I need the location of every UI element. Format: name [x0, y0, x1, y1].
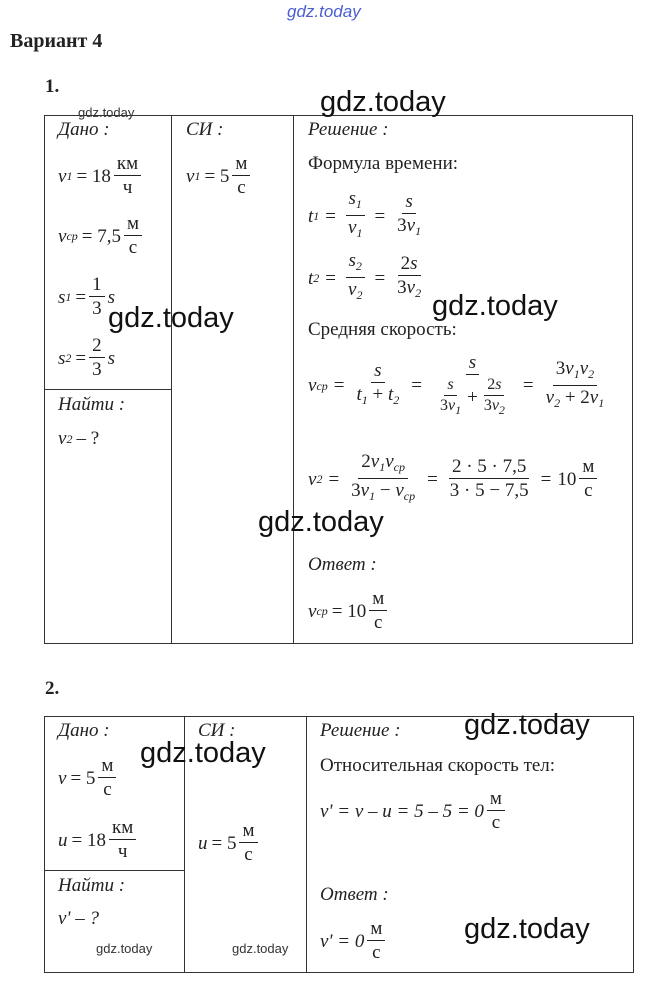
problem2-si-header: СИ : [198, 720, 236, 741]
find-v2-lhs: v [58, 428, 67, 449]
si-v1-eq: = 5 [204, 165, 230, 187]
formula-time-label: Формула времени: [308, 153, 459, 174]
problem2-find-header: Найти : [58, 875, 126, 896]
answer-vcp-eq: = 10 [331, 600, 367, 622]
watermark-large: gdz.today [258, 506, 384, 538]
si-v1-unit-den: с [237, 177, 246, 198]
problem1-solution-header: Решение : [308, 119, 389, 140]
given-v1 [58, 153, 144, 200]
si2-u-lhs: u [198, 832, 208, 854]
answer2-lhs: v' = 0 [320, 930, 365, 952]
watermark-small: gdz.today [78, 105, 135, 120]
table1-divider-1 [171, 115, 172, 643]
answer2-v [320, 918, 388, 965]
watermark-large: gdz.today [320, 86, 446, 118]
given-s1-lhs: s [58, 286, 66, 308]
watermark-large: gdz.today [464, 709, 590, 741]
watermark-large: gdz.today [432, 290, 558, 322]
find-v2-rest: – ? [76, 428, 100, 449]
si2-u-unit-num: м [239, 820, 257, 843]
problem2-solution-header: Решение : [320, 720, 401, 741]
given2-v-unit-num: м [98, 755, 116, 778]
given-s2-sub: 2 [65, 351, 72, 365]
given2-u-unit-den: ч [117, 841, 128, 862]
watermark-small: gdz.today [232, 941, 289, 956]
answer2-unit-num: м [367, 918, 385, 941]
problem2-number: 2. [45, 678, 60, 699]
si2-u-unit-den: с [244, 844, 253, 865]
relative-label: Относительная скорость тел: [320, 755, 556, 776]
given-v1-lhs: v [58, 165, 67, 187]
si2-u [198, 820, 261, 867]
answer-vcp [308, 588, 390, 635]
table2-given-find-divider [44, 870, 185, 871]
given-s2-tail: s [107, 347, 116, 369]
given-vcp-unit-den: с [128, 237, 138, 258]
si-v1-sub: 1 [194, 169, 201, 183]
problem2-answer-header: Ответ : [320, 884, 389, 905]
given-s2-frac-num: 2 [89, 335, 105, 358]
given-v1-unit-den: ч [122, 177, 133, 198]
given-s2-lhs: s [58, 347, 66, 369]
given2-u [58, 817, 139, 864]
problem2-given-header: Дано : [58, 720, 110, 741]
find-v2-sub: 2 [66, 431, 73, 446]
formula-vcp: v ср = $\frac{s}{t_1 + t_2}$ = s s $3v_1$ + 2s $3v_2$ = $\frac{3v_1v_2}{v_2 + 2v_1}$ [308, 352, 605, 417]
problem1-answer-header: Ответ : [308, 554, 377, 575]
given-v1-sub: 1 [66, 169, 73, 183]
formula-relative-expr: v' = v – u = 5 – 5 = 0 [320, 800, 484, 822]
given2-u-unit-num: км [109, 817, 136, 840]
formula-relative-unit-den: с [491, 812, 501, 833]
given-s2-frac-den: 3 [92, 359, 102, 380]
si2-u-eq: = 5 [211, 832, 237, 854]
given-vcp-lhs: v [58, 225, 67, 247]
given2-u-eq: = 18 [71, 829, 106, 851]
problem1-si-header: СИ : [186, 119, 224, 140]
watermark-small: gdz.today [96, 941, 153, 956]
watermark-large: gdz.today [464, 913, 590, 945]
given2-v [58, 755, 119, 802]
formula-t1: t 1 = $\frac{s_1}{v_1}$ = $\frac{s}{3v_1}$ [308, 188, 422, 240]
answer-vcp-unit-den: с [374, 612, 383, 633]
watermark-large: gdz.today [140, 737, 266, 769]
watermark-large: gdz.today [108, 302, 234, 334]
formula-v2: v 2 = $2v_1v_{ср}$ $3v_1 - v_{ср}$ = $\frac{2 \cdot 5 \cdot 7,5}{3 \cdot 5 - 7,5}$ = 10 м с [308, 451, 600, 508]
given-v1-unit-num: км [114, 153, 141, 176]
given-vcp-sub: ср [66, 229, 78, 243]
given-vcp-eq: = 7,5 [81, 225, 121, 247]
si-v1-unit-num: м [232, 153, 250, 176]
avg-speed-label: Средняя скорость: [308, 319, 457, 340]
given-vcp-unit-num: м [124, 213, 142, 236]
answer-vcp-sub: ср [316, 604, 328, 618]
problem1-number: 1. [45, 76, 60, 97]
given-s2 [58, 335, 115, 382]
si-v1 [186, 153, 253, 200]
given2-v-unit-den: с [103, 779, 112, 800]
formula-v2-result: 10 [557, 468, 577, 490]
variant-title: Вариант 4 [10, 30, 103, 52]
formula-relative-unit-num: м [487, 788, 505, 811]
given-vcp [58, 213, 145, 260]
find-v2 [58, 428, 99, 450]
given-v1-eq: = 18 [76, 165, 111, 187]
given-s1-eq: = [75, 286, 87, 308]
given-s1-frac-den: 3 [92, 298, 102, 319]
formula-relative [320, 788, 508, 835]
given2-v-eq: = 5 [70, 767, 96, 789]
problem1-find-header: Найти : [58, 394, 126, 415]
given-s1-frac-num: 1 [89, 274, 105, 297]
given2-u-lhs: u [58, 829, 68, 851]
formula-t2: t 2 = $\frac{s_2}{v_2}$ = $\frac{2s}{3v_2}$ [308, 250, 422, 302]
answer-vcp-lhs: v [308, 600, 317, 622]
answer-vcp-unit-num: м [369, 588, 387, 611]
given-s1-tail: s [107, 286, 116, 308]
given-s1 [58, 274, 115, 321]
table1-divider-2 [293, 115, 294, 643]
table1-given-find-divider [44, 389, 172, 390]
watermark-top[interactable]: gdz.today [287, 2, 361, 21]
answer2-unit-den: с [372, 942, 381, 963]
find2-v: v' – ? [58, 908, 99, 929]
given2-v-lhs: v [58, 767, 67, 789]
si-v1-lhs: v [186, 165, 195, 187]
table2-divider-2 [306, 716, 307, 972]
given-s2-eq: = [75, 347, 87, 369]
problem1-given-header: Дано : [58, 119, 110, 140]
given-s1-sub: 1 [65, 290, 72, 304]
